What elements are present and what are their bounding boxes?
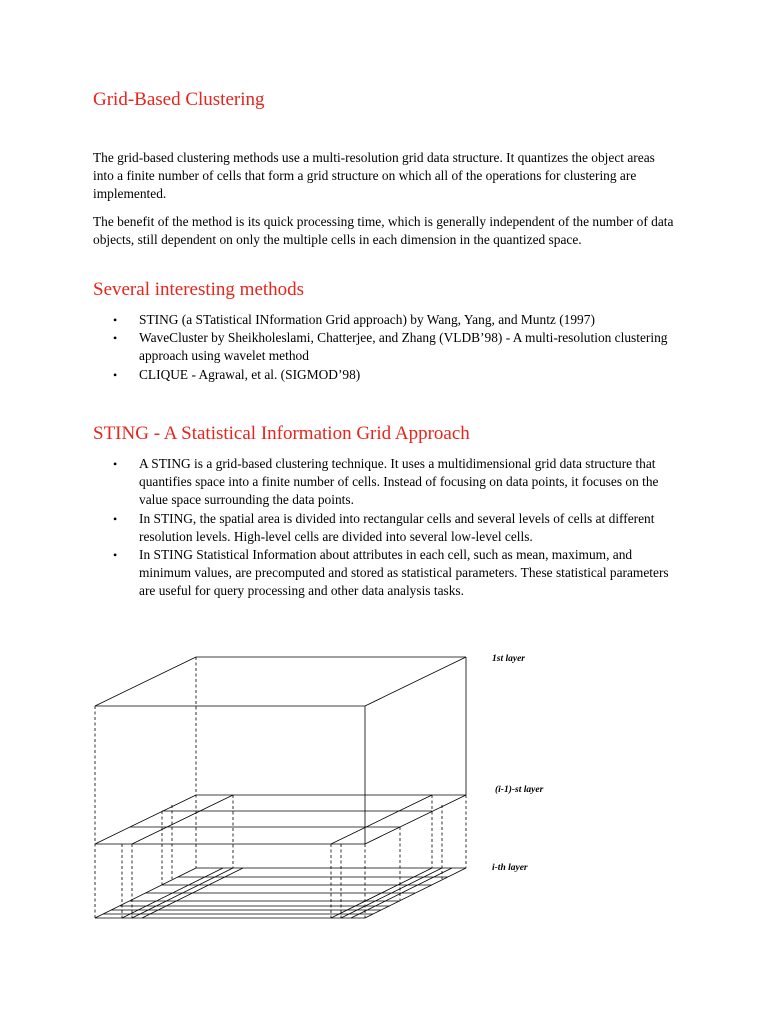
label-i-1-st-layer: (i-1)-st layer xyxy=(495,785,544,795)
bullet-icon: • xyxy=(113,367,118,382)
middle-layer-dashed xyxy=(122,795,466,918)
list-item: • A STING is a grid-based clustering technique. It uses a multidimensional grid data structure that quantifies space into a finite number of cells. Instead of focusing on data points, it focuses on the value space surrounding the data points. xyxy=(113,456,659,508)
label-i-th-layer: i-th layer xyxy=(492,863,528,873)
benefit-paragraph: The benefit of the method is its quick processing time, which is generally independent of the number of data objects, still dependent on only the multiple cells in each dimension in the quantized space. xyxy=(93,214,674,248)
bullet-icon: • xyxy=(113,457,118,471)
bullet-icon: • xyxy=(113,511,118,526)
list-item: • WaveCluster by Sheikholeslami, Chatterjee, and Zhang (VLDB’98) - A multi-resolution clustering approach using wavelet method xyxy=(113,330,668,364)
list-item: • CLIQUE - Agrawal, et al. (SIGMOD’98) xyxy=(93,366,683,384)
section-title-sting: STING - A Statistical Information Grid Approach xyxy=(93,423,470,444)
middle-layer xyxy=(95,795,466,844)
intro-paragraph: The grid-based clustering methods use a multi-resolution grid data structure. It quantizes the object areas into a finite number of cells that form a grid structure on which all of the operations for clustering are implemented. xyxy=(93,150,655,202)
list-item: • STING (a STatistical INformation Grid approach) by Wang, Yang, and Muntz (1997) xyxy=(93,311,683,329)
bottom-layer xyxy=(95,868,466,918)
top-layer-dashed xyxy=(95,657,196,918)
label-1st-layer: 1st layer xyxy=(492,654,525,664)
list-item: • In STING Statistical Information about attributes in each cell, such as mean, maximum, and minimum values, are precomputed and stored as statistical parameters. These statistical parameters are useful for query processing and other data analysis tasks. xyxy=(113,547,669,599)
bullet-icon: • xyxy=(113,331,118,346)
section-title-grid-based-clustering: Grid-Based Clustering xyxy=(93,89,265,110)
section-title-interesting-methods: Several interesting methods xyxy=(93,279,305,300)
bullet-icon: • xyxy=(113,313,118,327)
bullet-icon: • xyxy=(113,548,118,563)
list-item: • In STING, the spatial area is divided into rectangular cells and several levels of cells at different resolution levels. High-level cells are divided into several low-level cells. xyxy=(113,510,655,544)
top-layer-solid xyxy=(95,657,466,844)
